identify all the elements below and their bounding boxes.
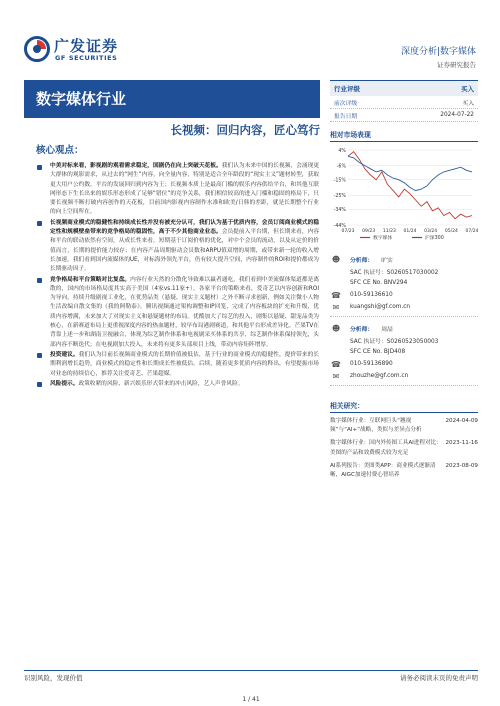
bullet-square-icon xyxy=(37,165,42,170)
chart-x-tick-label: 07/23 xyxy=(341,229,355,234)
chart-y-tick-label: -34% xyxy=(333,208,346,214)
chart-svg xyxy=(330,145,478,245)
analyst-name-row xyxy=(330,322,478,334)
analyst-sfc: SFC CE No. BNV294 xyxy=(350,280,408,286)
report-date-value: 2024-07-22 xyxy=(440,112,474,118)
sidebar xyxy=(330,80,478,480)
related-item[interactable] xyxy=(330,417,478,435)
rating-header xyxy=(330,80,478,96)
viewpoint-item xyxy=(36,351,319,379)
viewpoint-lead: 风险提示。 xyxy=(50,380,79,387)
related-item[interactable] xyxy=(330,462,478,480)
analyst-email[interactable]: kuangshi@gf.com.cn xyxy=(350,304,411,310)
related-research xyxy=(330,400,478,480)
related-text: 数字媒体行业：互联网巨头“翘视频”与“AI+”战略，类似与差异点分析 xyxy=(330,418,422,434)
header-meta xyxy=(401,44,476,69)
report-date-row xyxy=(330,109,478,122)
analyst-phone-row xyxy=(330,358,478,370)
analyst-sac: SAC 执证号：S0260517030002 xyxy=(350,269,439,276)
email-icon: ✉ xyxy=(332,302,340,312)
page-number: 1 / 41 xyxy=(242,696,260,703)
person-icon: ☻ xyxy=(331,323,341,333)
analyst-role: 分析师： xyxy=(350,257,374,264)
related-item[interactable] xyxy=(330,439,478,457)
chart-x-tick-label: 09/23 xyxy=(362,229,376,234)
viewpoint-lead: 投资建议。 xyxy=(50,351,79,358)
viewpoint-lead: 竞争格局和平台策略对比复盘。 xyxy=(50,276,131,283)
report-type: 证券研究报告 xyxy=(437,61,476,69)
prev-rating-row xyxy=(330,96,478,109)
viewpoint-body: 我们认为未来中国的长视频，会涌现更大群体的观影需求，从过去的“网生”内容，向全量内容，特别是适合全年龄段的“现实主义”题材转型，获取更大用户公约数。平台的发展回归到内容为王；长视频本质上是最高门槛的娱乐内容供给平台，和其他互联网形态下生长出来的娱乐形态形成了足够“错位”的竞争关系，我们相信较高的进入门槛和稳固的格局下，只要长视频不断打破内容创作的天花板，目前国内影视内容制作水准和欧美/日韩的差距，就是长期整个行业的向上空间所在。 xyxy=(50,163,320,216)
analyst-email-row xyxy=(330,370,478,382)
prev-rating-label: 前次评级 xyxy=(334,100,358,107)
page-header xyxy=(0,0,500,72)
viewpoint-body: 会员提前入平台期，但长期来看，内容和平台的联动依然有空间，从成长性来看，短期基于订阅价格的优化，对中个会员的流动，以及从定价的价值而言，长期的提价能力较存；在内容产品周期驱动会员数和ARPU值双增的周期，或带来新一轮的收入增长加速，我们看到国内流媒体的UE，对标海外领先平台，仍有较大提升空间，内容制作的ROI和提价都成为长期驱动因子。 xyxy=(50,229,320,273)
viewpoint-body: 政策收紧的风险、新兴娱乐形式带来的冲击风险，艺人声誉风险。 xyxy=(78,380,244,387)
chart-x-tick-label: 05/24 xyxy=(444,229,458,234)
viewpoint-body: 内容行业天然的分散化导致难以赢者通吃，我们看到中美流媒体渠道都是离散的，国内的市场格局度其实高于美国（4家vs.11家+）。各家平台的策略来看，爱奇艺以内容创新和ROI为导向，持续升级剧视工业化，在优势品类（悬疑、现实主义题材）之外不断寻求创新，例如关注微小人物生活改编自散文集的《我的阿勒泰》。腾讯视频通过架构调整和IP回笼，完成了内容板块的扩充和升级，优质内容增满，未来加大了对现实主义和悬疑题材的布局。优酷加大了综艺的投入，剧集以悬疑、甜宠品类为核心，在新赛道布局上更重视深度内容的热血题材，较早布局港剧赛道，和其他平台形成差异化。芒果TV在背靠上述一步和湖南卫视融合，体现为综艺制作体系和电视剧采买体系的共享，综艺制作体系保持领先，头部内容不断迭代；在电视剧加大投入，未来将有更多头部项目上线，带动内容矩阵增厚。 xyxy=(50,276,320,348)
viewpoint-lead: 中美对标来看，影视剧的观看需求稳定，国剧仍在向上突破天花板。 xyxy=(50,163,222,169)
footer-disclaimer: 请务必阅读末页的免责声明 xyxy=(400,674,478,682)
chart-y-tick-label: -6% xyxy=(336,164,346,170)
chart-y-tick-label: 4% xyxy=(338,148,346,154)
analyst-divider xyxy=(330,385,478,386)
chart-y-tick-label: -15% xyxy=(333,178,346,184)
report-date-label: 报告日期 xyxy=(334,113,358,120)
analyst-sfc-row xyxy=(330,346,478,358)
core-viewpoints-list xyxy=(36,162,319,390)
report-category: 深度分析|数字媒体 xyxy=(400,47,476,57)
related-text: AI系列报告：美图类APP：商业模式逐渐清晰，AIGC加速付费心智培养 xyxy=(330,462,436,479)
report-subtitle: 长视频：回归内容，匠心笃行 xyxy=(170,123,320,137)
analyst-divider xyxy=(330,316,478,317)
related-date: 2024-04-09 xyxy=(445,418,478,424)
related-date: 2023-11-16 xyxy=(445,440,478,447)
chart-section-title: 相对市场表现 xyxy=(330,129,478,142)
analyst-phone: 010-59136610 xyxy=(350,292,393,298)
chart-x-tick-label: 03/24 xyxy=(424,229,438,234)
bullet-square-icon xyxy=(37,353,42,358)
phone-icon: ☎ xyxy=(331,290,341,300)
chart-series-line xyxy=(348,152,472,219)
analyst-sac-row xyxy=(330,265,478,277)
analyst-sfc-row xyxy=(330,277,478,289)
analyst-block-1 xyxy=(330,253,478,317)
viewpoint-item xyxy=(36,162,319,218)
chart-x-tick-label: 11/23 xyxy=(382,229,396,234)
core-viewpoints-title: 核心观点： xyxy=(36,145,84,156)
analyst-name: 旷实 xyxy=(381,257,393,264)
logo-text-en: GF SECURITIES xyxy=(55,54,118,62)
rating-box xyxy=(330,80,478,122)
person-icon: ☻ xyxy=(331,254,341,264)
industry-banner xyxy=(24,80,320,118)
bullet-square-icon xyxy=(37,382,42,387)
analyst-sac: SAC 执证号：S0260523050003 xyxy=(350,338,439,345)
logo-mark-icon xyxy=(24,36,50,62)
company-logo xyxy=(24,34,164,68)
analyst-email[interactable]: zhouzhe@gf.com.cn xyxy=(350,373,409,379)
prev-rating-value: 买入 xyxy=(462,100,474,107)
analyst-name-row xyxy=(330,253,478,265)
rating-value: 买入 xyxy=(461,85,474,93)
relative-performance-chart xyxy=(330,145,478,245)
analyst-sfc: SFC CE No. BJD408 xyxy=(350,349,406,355)
analyst-block-2 xyxy=(330,322,478,386)
analyst-role: 分析师： xyxy=(350,326,374,333)
phone-icon: ☎ xyxy=(331,359,341,369)
viewpoint-item xyxy=(36,380,319,389)
viewpoint-item xyxy=(36,219,319,275)
bullet-square-icon xyxy=(37,278,42,283)
chart-y-tick-label: -25% xyxy=(333,194,346,200)
rating-label: 行业评级 xyxy=(334,85,360,93)
chart-x-tick-label: 01/24 xyxy=(403,229,417,234)
analyst-email-row xyxy=(330,301,478,313)
industry-title: 数字媒体行业 xyxy=(36,90,127,108)
analyst-phone-row xyxy=(330,289,478,301)
footer-slogan: 识别风险，发现价值 xyxy=(24,674,83,682)
related-date: 2023-08-09 xyxy=(445,462,478,469)
related-title: 相关研究： xyxy=(330,400,478,413)
chart-legend-label: 数字媒体 xyxy=(373,236,393,241)
viewpoint-body: 我们认为目前长视频商业模式的长期价值被低估，基于行业的商业模式的稳健性，提价带来的长期利润增长趋势，商业模式的稳定性和长期成长性被低估。后续，随着更多优质内容的释出，有望提振市场对业态的持续信心，推荐关注爱奇艺、芒果超媒。 xyxy=(50,351,320,377)
analyst-name: 周喆 xyxy=(381,326,393,333)
chart-x-tick-label: 07/24 xyxy=(465,229,478,234)
email-icon: ✉ xyxy=(332,371,340,381)
logo-text-cn: 广发证券 xyxy=(54,37,119,55)
related-text: 数字媒体行业：国内外传图工具AI进程对比：美图的产品和效费模式较为充足 xyxy=(330,440,442,456)
analyst-sac-row xyxy=(330,334,478,346)
chart-series-line xyxy=(348,156,472,190)
chart-y-tick-label: -44% xyxy=(333,223,346,229)
chart-legend-label: 沪深300 xyxy=(425,236,444,241)
viewpoint-item xyxy=(36,276,319,350)
analyst-phone: 010-59136890 xyxy=(350,361,393,367)
bullet-square-icon xyxy=(37,221,42,226)
page-footer xyxy=(24,670,478,703)
viewpoint-lead: 长视频商业模式的稳健性和持续成长性并没有被充分认可，我们认为基于优质内容，会员订阅商业模式的稳定性和规模壁垒带来的竞争格局的稳固性，高于不少其他商业业态。 xyxy=(50,219,319,236)
